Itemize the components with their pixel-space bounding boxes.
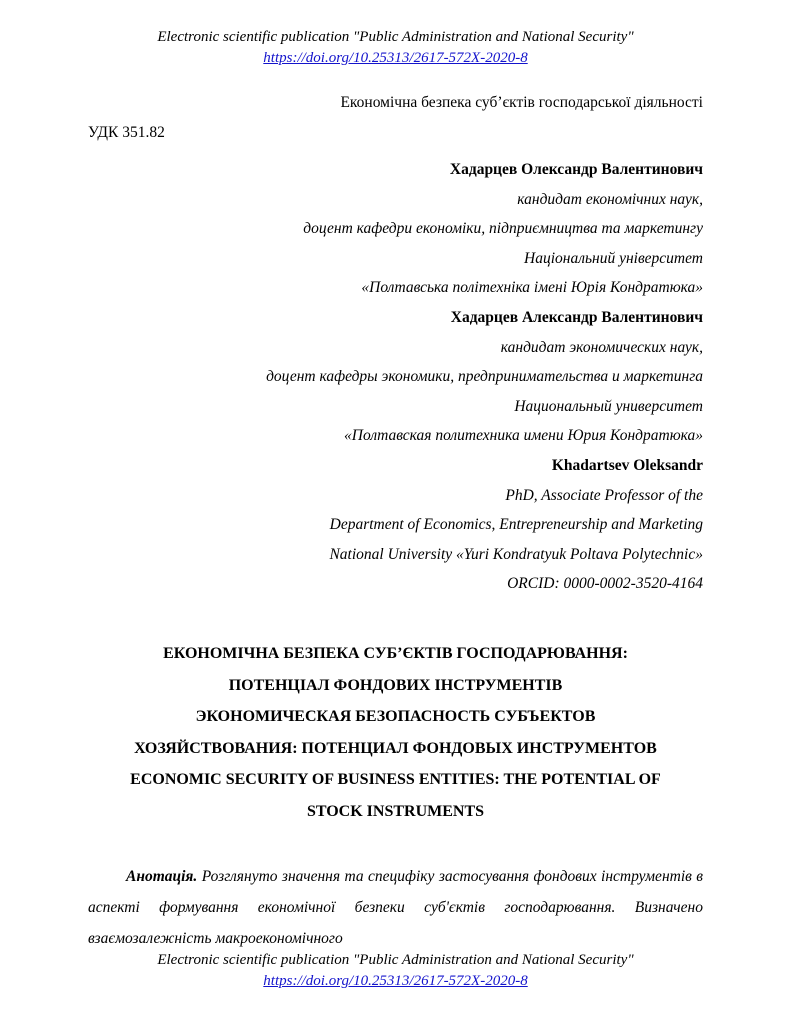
author-block-en <box>88 451 703 599</box>
author-detail: кандидат экономических наук, <box>500 338 703 356</box>
title-line: ECONOMIC SECURITY OF BUSINESS ENTITIES: THE POTENTIAL OF <box>130 771 661 788</box>
author-detail: кандидат економічних наук, <box>517 190 703 208</box>
footer-publication-line: Electronic scientific publication "Public Administration and National Security" <box>157 952 634 968</box>
author-name: Khadartsev Oleksandr <box>551 456 703 474</box>
page-footer <box>88 950 703 992</box>
author-detail: National University «Yuri Kondratyuk Poltava Polytechnic» <box>329 545 703 563</box>
title-line: STOCK INSTRUMENTS <box>306 802 485 820</box>
title-line: ХОЗЯЙСТВОВАНИЯ: ПОТЕНЦИАЛ ФОНДОВЫХ ИНСТРУМЕНТОВ <box>134 739 657 757</box>
author-detail: «Полтавська політехніка імені Юрія Кондратюка» <box>361 279 703 297</box>
abstract-body: Розглянуто значення та специфіку застосування фондових інструментів в аспекті формування економічної безпеки суб'єктів господарювання. Визначено взаємозалежність макроекономічного <box>88 867 703 947</box>
abstract-label: Анотація. <box>126 867 198 885</box>
abstract-paragraph <box>88 861 703 954</box>
author-name: Хадарцев Олександр Валентинович <box>449 161 703 178</box>
footer-doi-link[interactable]: https://doi.org/10.25313/2617-572X-2020-8 <box>263 973 528 989</box>
author-detail: PhD, Associate Professor of the <box>505 486 703 504</box>
header-doi-link[interactable]: https://doi.org/10.25313/2617-572X-2020-8 <box>263 50 528 66</box>
author-detail: «Полтавская политехника имени Юрия Кондратюка» <box>344 427 703 445</box>
author-detail: Національний університет <box>524 249 703 267</box>
author-detail: доцент кафедри економіки, підприємництва та маркетингу <box>303 220 703 238</box>
author-detail: Department of Economics, Entrepreneurship and Marketing <box>329 516 703 534</box>
author-orcid: ORCID: 0000-0002-3520-4164 <box>507 575 703 593</box>
author-name: Хадарцев Александр Валентинович <box>450 308 703 326</box>
author-block-ru <box>88 303 703 451</box>
title-line: ЭКОНОМИЧЕСКАЯ БЕЗОПАСНОСТЬ СУБЪЕКТОВ <box>195 708 596 725</box>
title-line: ПОТЕНЦІАЛ ФОНДОВИХ ІНСТРУМЕНТІВ <box>228 676 563 694</box>
section-running-title: Економічна безпека суб’єктів господарської діяльності <box>340 94 703 111</box>
author-blocks <box>88 155 703 599</box>
page-header <box>88 27 703 69</box>
author-detail: доцент кафедры экономики, предпринимательства и маркетинга <box>266 368 703 386</box>
udc-code: УДК 351.82 <box>88 124 165 141</box>
author-detail: Национальный университет <box>514 397 703 415</box>
header-publication-line: Electronic scientific publication "Public Administration and National Security" <box>157 29 634 45</box>
article-title <box>68 638 723 827</box>
author-block-uk <box>88 155 703 303</box>
title-line: ЕКОНОМІЧНА БЕЗПЕКА СУБ’ЄКТІВ ГОСПОДАРЮВАННЯ: <box>163 645 628 662</box>
